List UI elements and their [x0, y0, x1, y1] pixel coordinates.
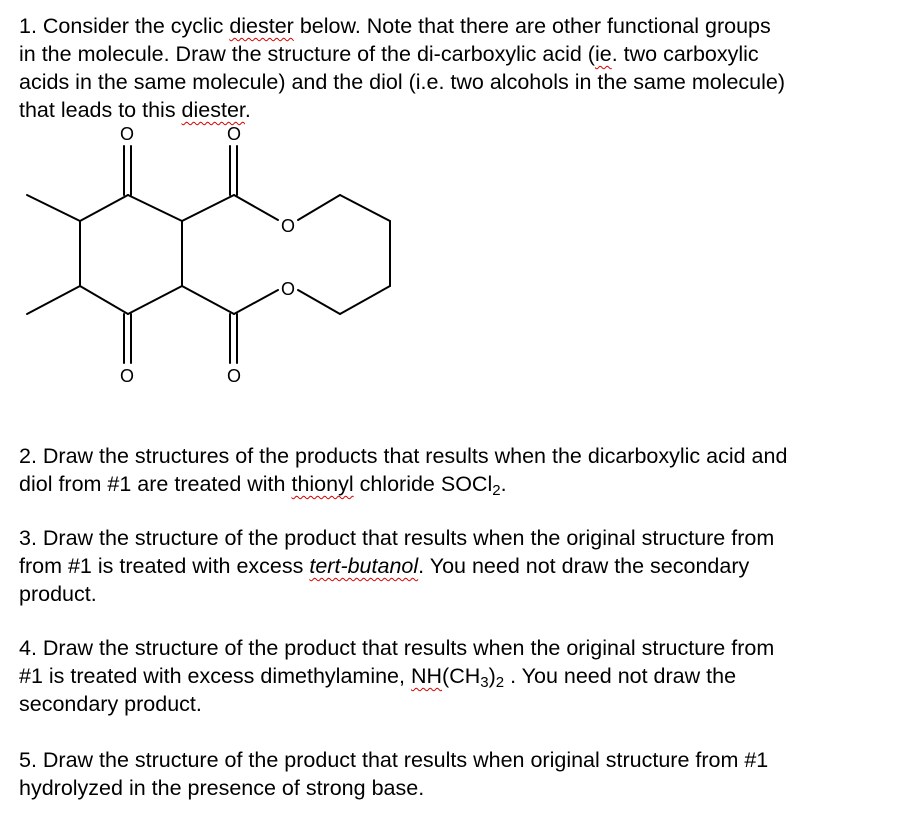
oxygen-label: O — [119, 124, 135, 144]
q2-text: diol from #1 are treated with — [19, 472, 292, 496]
q1-text: that leads to this — [19, 98, 182, 122]
chain-bond — [340, 286, 390, 314]
ester-bond — [234, 195, 278, 220]
q3-line-2 — [19, 552, 749, 580]
ring-bond — [182, 286, 234, 314]
q4-text: (CH — [442, 664, 481, 688]
q4-text: #1 is treated with excess dimethylamine, — [19, 664, 411, 688]
q3-line-3: product. — [19, 582, 97, 606]
cyclic-diester-structure — [0, 118, 420, 398]
spellcheck-word: thionyl — [291, 472, 354, 496]
chain-bond — [298, 290, 340, 314]
q5-line-1: 5. Draw the structure of the product that results when original structure from #1 — [19, 748, 769, 772]
q5-line-2: hydrolyzed in the presence of strong base. — [19, 776, 425, 800]
q4-text: . You need not draw the — [504, 664, 737, 688]
oxygen-label: O — [280, 279, 296, 299]
oxygen-label: O — [226, 366, 242, 386]
spellcheck-word: ie — [594, 42, 612, 66]
spellcheck-word: tert-butanol — [309, 554, 419, 578]
q4-line-1: 4. Draw the structure of the product that results when the original structure from — [19, 636, 775, 660]
q1-text: . — [244, 98, 251, 122]
q2-text: chloride SOCl — [353, 472, 493, 496]
oxygen-label: O — [226, 124, 242, 144]
ring-bond — [80, 195, 128, 221]
q3-text: from #1 is treated with excess — [19, 554, 310, 578]
chain-bond — [340, 195, 390, 221]
q4-text: ) — [488, 664, 496, 688]
methyl-bond — [27, 195, 80, 221]
spellcheck-word: diester — [181, 98, 245, 122]
q1-line-3: acids in the same molecule) and the diol (i.e. two alcohols in the same molecule) — [19, 70, 786, 94]
spellcheck-word: NH — [410, 664, 443, 688]
ester-bond — [234, 290, 278, 314]
q2-line-1: 2. Draw the structures of the products that results when the dicarboxylic acid and — [19, 444, 788, 468]
q2-text: . — [500, 472, 507, 496]
oxygen-label: O — [280, 216, 296, 236]
q3-text: . You need not draw the secondary — [418, 554, 750, 578]
q1-text: 1. Consider the cyclic — [19, 14, 230, 38]
q4-line-3: secondary product. — [19, 692, 202, 716]
subscript: 3 — [480, 674, 489, 691]
ring-bond — [128, 195, 182, 221]
chain-bond — [298, 195, 340, 220]
subscript: 2 — [495, 674, 505, 691]
q1-line-2 — [19, 40, 759, 68]
q1-text: below. Note that there are other functional groups — [293, 14, 771, 38]
oxygen-label: O — [119, 366, 135, 386]
q4-line-2 — [19, 662, 736, 690]
methyl-bond — [27, 286, 80, 314]
spellcheck-word: diester — [229, 14, 294, 38]
q1-line-1 — [19, 12, 771, 40]
q1-text: . two carboxylic — [611, 42, 759, 66]
q3-line-1: 3. Draw the structure of the product that results when the original structure from — [19, 526, 775, 550]
ring-bond — [128, 286, 182, 314]
q2-line-2 — [19, 470, 507, 498]
q1-text: in the molecule. Draw the structure of the di-carboxylic acid ( — [19, 42, 595, 66]
subscript: 2 — [492, 482, 501, 499]
ring-bond — [182, 195, 234, 221]
ring-bond — [80, 286, 128, 314]
